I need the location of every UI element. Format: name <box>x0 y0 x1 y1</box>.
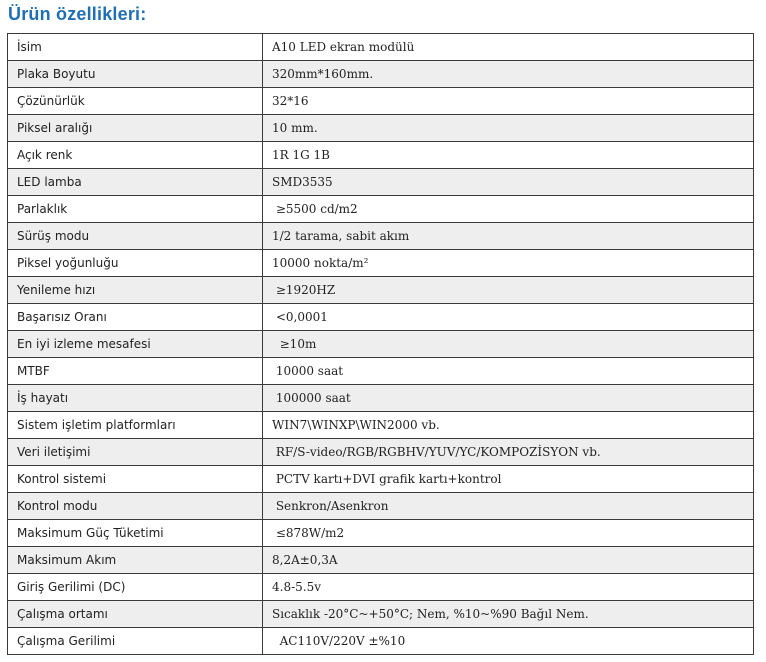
spec-label: Sürüş modu <box>8 223 263 250</box>
spec-value: 8,2A±0,3A <box>263 547 754 574</box>
table-row <box>8 115 754 142</box>
table-row <box>8 574 754 601</box>
table-row <box>8 601 754 628</box>
spec-value: RF/S-video/RGB/RGBHV/YUV/YC/KOMPOZİSYON vb. <box>263 439 754 466</box>
spec-value: Senkron/Asenkron <box>263 493 754 520</box>
table-row <box>8 61 754 88</box>
spec-label: Piksel yoğunluğu <box>8 250 263 277</box>
spec-label: Sistem işletim platformları <box>8 412 263 439</box>
spec-value: 320mm*160mm. <box>263 61 754 88</box>
table-row <box>8 277 754 304</box>
spec-value: 10000 saat <box>263 358 754 385</box>
table-row <box>8 628 754 655</box>
table-row <box>8 196 754 223</box>
spec-label: Maksimum Güç Tüketimi <box>8 520 263 547</box>
page-title: Ürün özellikleri: <box>8 4 147 24</box>
table-row <box>8 304 754 331</box>
spec-value: 4.8-5.5v <box>263 574 754 601</box>
spec-label: İsim <box>8 34 263 61</box>
spec-label: LED lamba <box>8 169 263 196</box>
table-row <box>8 466 754 493</box>
table-row <box>8 412 754 439</box>
spec-label: Piksel aralığı <box>8 115 263 142</box>
spec-label: Çözünürlük <box>8 88 263 115</box>
table-row <box>8 34 754 61</box>
table-row <box>8 142 754 169</box>
table-row <box>8 439 754 466</box>
table-row <box>8 493 754 520</box>
spec-value: <0,0001 <box>263 304 754 331</box>
spec-label: Maksimum Akım <box>8 547 263 574</box>
spec-label: MTBF <box>8 358 263 385</box>
spec-label: Çalışma ortamı <box>8 601 263 628</box>
spec-label: Plaka Boyutu <box>8 61 263 88</box>
spec-label: Başarısız Oranı <box>8 304 263 331</box>
spec-value: ≥5500 cd/m2 <box>263 196 754 223</box>
spec-value: WIN7\WINXP\WIN2000 vb. <box>263 412 754 439</box>
spec-label: En iyi izleme mesafesi <box>8 331 263 358</box>
table-row <box>8 88 754 115</box>
table-row <box>8 385 754 412</box>
spec-label: Parlaklık <box>8 196 263 223</box>
spec-value: 10 mm. <box>263 115 754 142</box>
spec-value: AC110V/220V ±%10 <box>263 628 754 655</box>
spec-label: İş hayatı <box>8 385 263 412</box>
table-row <box>8 169 754 196</box>
spec-value: ≥1920HZ <box>263 277 754 304</box>
spec-table <box>7 33 754 655</box>
spec-value: 1R 1G 1B <box>263 142 754 169</box>
spec-value: Sıcaklık -20°C~+50°C; Nem, %10~%90 Bağıl Nem. <box>263 601 754 628</box>
spec-value: PCTV kartı+DVI grafik kartı+kontrol <box>263 466 754 493</box>
table-row <box>8 358 754 385</box>
spec-value: ≥10m <box>263 331 754 358</box>
spec-value: 1/2 tarama, sabit akım <box>263 223 754 250</box>
table-row <box>8 331 754 358</box>
spec-label: Veri iletişimi <box>8 439 263 466</box>
table-row <box>8 520 754 547</box>
spec-label: Kontrol sistemi <box>8 466 263 493</box>
spec-value: SMD3535 <box>263 169 754 196</box>
spec-value: 32*16 <box>263 88 754 115</box>
spec-label: Kontrol modu <box>8 493 263 520</box>
spec-label: Çalışma Gerilimi <box>8 628 263 655</box>
spec-label: Açık renk <box>8 142 263 169</box>
spec-value: ≤878W/m2 <box>263 520 754 547</box>
spec-label: Giriş Gerilimi (DC) <box>8 574 263 601</box>
spec-value: 100000 saat <box>263 385 754 412</box>
table-row <box>8 250 754 277</box>
spec-value: A10 LED ekran modülü <box>263 34 754 61</box>
table-row <box>8 547 754 574</box>
spec-label: Yenileme hızı <box>8 277 263 304</box>
spec-value: 10000 nokta/m² <box>263 250 754 277</box>
table-row <box>8 223 754 250</box>
spec-table-body <box>8 34 754 655</box>
